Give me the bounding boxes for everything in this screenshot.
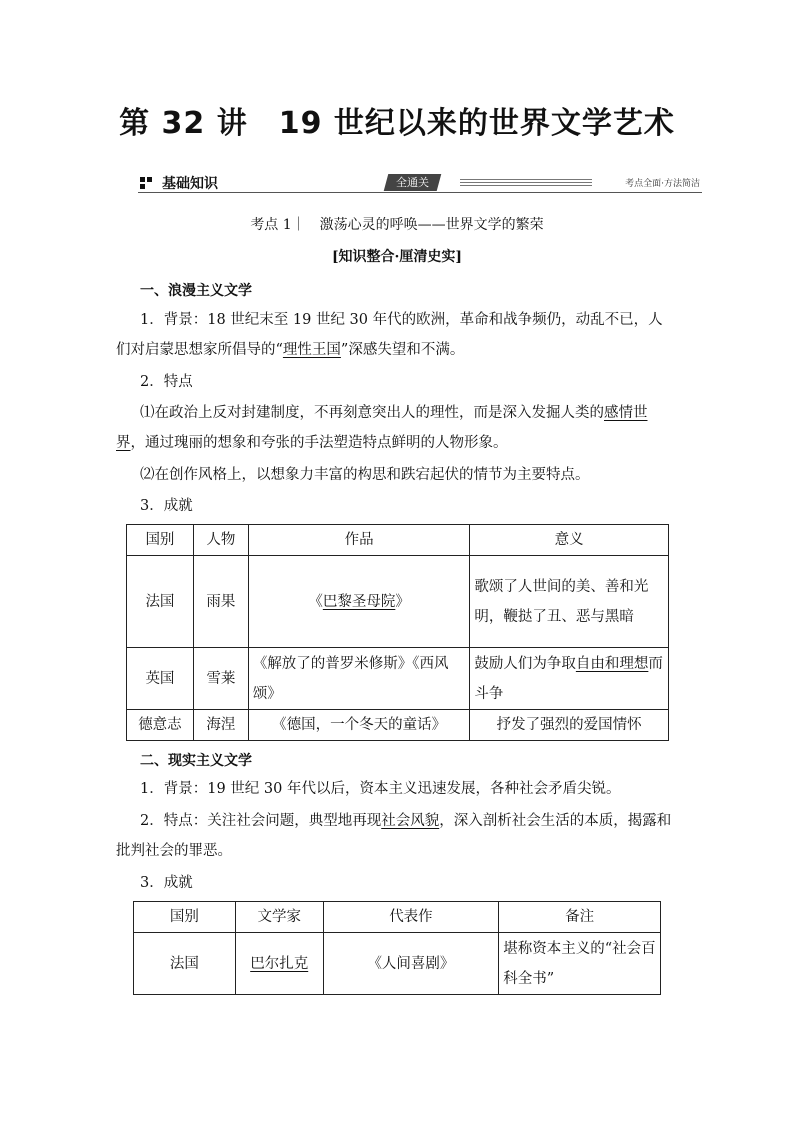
meaning-cell: 抒发了强烈的爱国情怀: [470, 710, 669, 741]
person-cell: 雨果: [193, 556, 248, 648]
person-cell: 雪莱: [193, 648, 248, 710]
section1-heading: 一、浪漫主义文学: [140, 283, 252, 299]
table-row: [127, 710, 669, 741]
table-header-row: [134, 902, 661, 933]
romanticism-table: [126, 524, 669, 741]
country-cell: 法国: [127, 556, 194, 648]
work-cell: 《巴黎圣母院》: [248, 556, 470, 648]
banner-tag: 全通关: [384, 174, 442, 191]
table-header-row: [127, 525, 669, 556]
section1-feature-1: ⑴在政治上反对封建制度，不再刻意突出人的理性，而是深入发掘人类的感情世界，通过瑰丽的想象和夸张的手法塑造特点鲜明的人物形象。: [116, 405, 648, 451]
section1-feature-2: ⑵在创作风格上，以想象力丰富的构思和跌宕起伏的情节为主要特点。: [140, 467, 590, 483]
table-header: 国别: [127, 525, 194, 556]
country-cell: 英国: [127, 648, 194, 710]
writer-cell: 巴尔扎克: [235, 933, 323, 995]
banner-right-label: 考点全面·方法简洁: [625, 179, 700, 189]
section1-achievements-label: 3．成就: [140, 498, 193, 514]
section1-background: 1．背景：18 世纪末至 19 世纪 30 年代的欧洲，革命和战争频仍，动乱不已，人们对启蒙思想家所倡导的“理性王国”深感失望和不满。: [116, 312, 663, 358]
meaning-cell: 鼓励人们为争取自由和理想而斗争: [470, 648, 669, 710]
table-header: 备注: [499, 902, 661, 933]
table-header: 意义: [470, 525, 669, 556]
section2-heading: 二、现实主义文学: [140, 753, 252, 769]
country-cell: 德意志: [127, 710, 194, 741]
section2-achievements-label: 3．成就: [140, 875, 193, 891]
table-header: 代表作: [323, 902, 499, 933]
section2-features: 2．特点：关注社会问题，典型地再现社会风貌，深入剖析社会生活的本质，揭露和批判社会的罪恶。: [116, 813, 672, 859]
square-bullet-icon: [140, 177, 152, 189]
table-row: [127, 556, 669, 648]
work-cell: 《解放了的普罗米修斯》《西风颂》: [248, 648, 470, 710]
table-row: [127, 648, 669, 710]
note-cell: 堪称资本主义的“社会百科全书”: [499, 933, 661, 995]
table-header: 文学家: [235, 902, 323, 933]
table-header: 作品: [248, 525, 470, 556]
table-header: 国别: [134, 902, 236, 933]
banner-label: 基础知识: [162, 176, 218, 192]
meaning-cell: 歌颂了人世间的美、善和光明，鞭挞了丑、恶与黑暗: [470, 556, 669, 648]
banner-hatch-divider: [460, 179, 592, 188]
work-cell: 《德国，一个冬天的童话》: [248, 710, 470, 741]
page-title: 第 32 讲 19 世纪以来的世界文学艺术: [119, 106, 675, 141]
section2-background: 1．背景：19 世纪 30 年代以后，资本主义迅速发展，各种社会矛盾尖锐。: [140, 781, 621, 797]
table-header: 人物: [193, 525, 248, 556]
realism-table: [133, 901, 661, 995]
topic-heading: 考点 1｜ 激荡心灵的呼唤——世界文学的繁荣: [250, 217, 544, 233]
country-cell: 法国: [134, 933, 236, 995]
section-banner: [138, 174, 702, 193]
sub-topic-heading: [知识整合·厘清史实]: [331, 249, 463, 265]
section1-features-label: 2．特点: [140, 374, 193, 390]
person-cell: 海涅: [193, 710, 248, 741]
work-cell: 《人间喜剧》: [323, 933, 499, 995]
table-row: [134, 933, 661, 995]
